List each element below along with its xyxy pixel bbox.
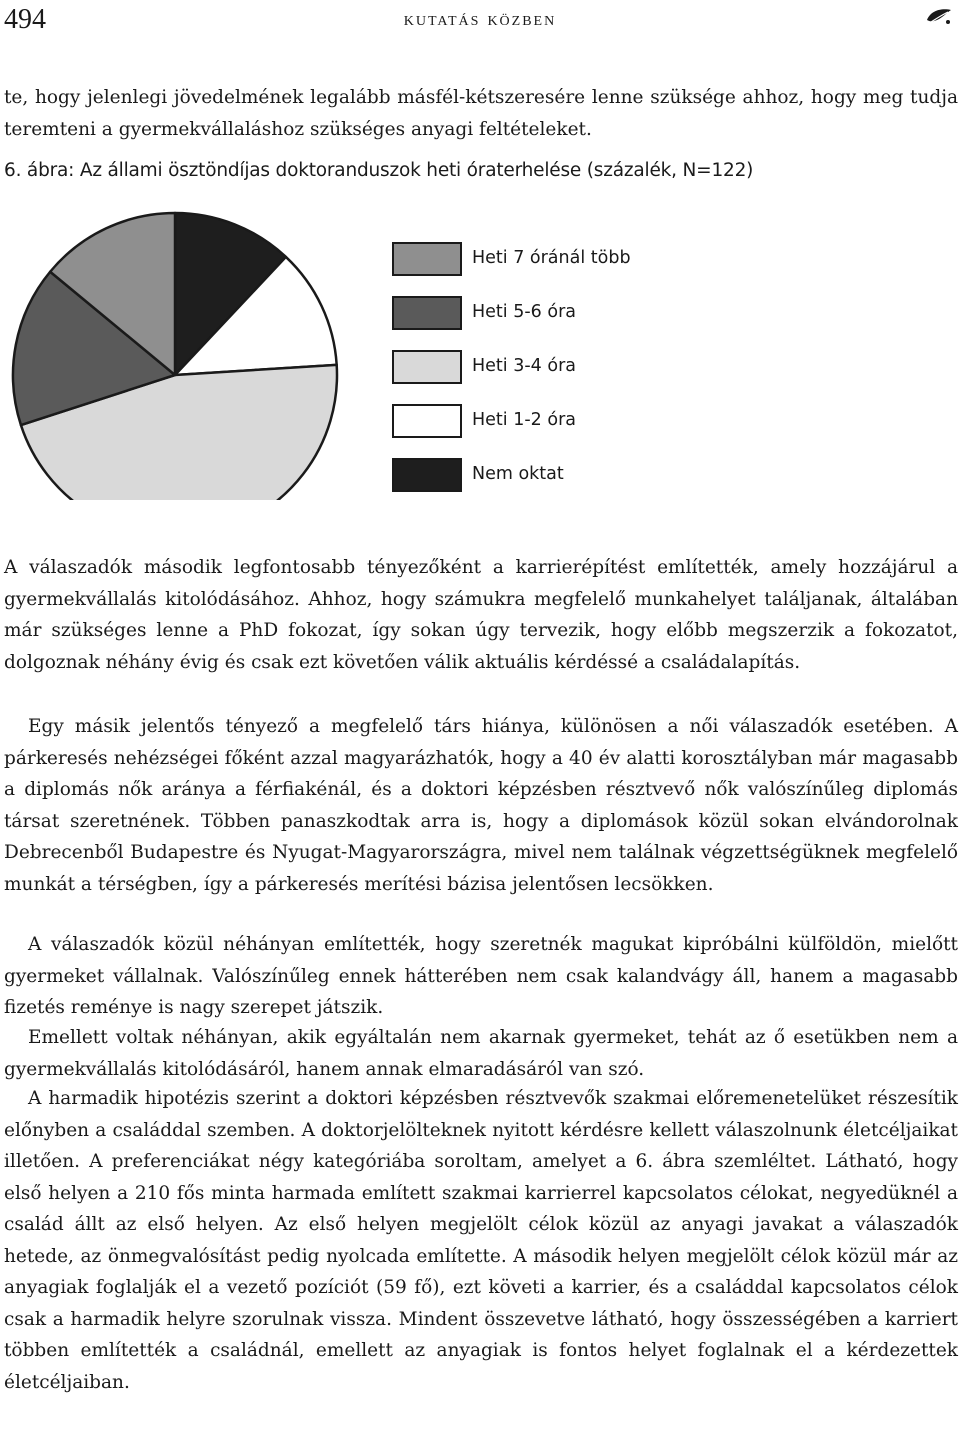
- legend-swatch: [392, 404, 462, 438]
- leaf-ornament-icon: [924, 4, 954, 28]
- page-number: 494: [4, 4, 46, 35]
- legend-item: [392, 404, 712, 444]
- paragraph-abroad: A válaszadók közül néhányan említették, hogy szeretnék magukat kipróbálni külföldön, mielőtt gyermeket vállalnak. Valószínűleg ennek hátterében nem csak kalandvágy áll, hanem a magasabb fizetés reménye is nagy szerepet játszik.: [4, 934, 958, 1018]
- intro-paragraph: te, hogy jelenlegi jövedelmének legalább másfél-kétszeresére lenne szüksége ahhoz, hogy meg tudja teremteni a gyermekvállaláshoz szükséges anyagi feltételeket.: [4, 87, 958, 140]
- legend-label: Heti 1-2 óra: [472, 410, 576, 430]
- legend-item: [392, 242, 712, 282]
- legend-item: [392, 458, 712, 498]
- figure-caption: 6. ábra: Az állami ösztöndíjas doktoranduszok heti óraterhelése (százalék, N=122): [4, 160, 754, 181]
- paragraph-childless: Emellett voltak néhányan, akik egyáltalán nem akarnak gyermeket, tehát az ő esetükben nem a gyermekvállalás kitolódásáról, hanem annak elmaradásáról van szó.: [4, 1027, 958, 1080]
- legend-swatch: [392, 242, 462, 276]
- legend-label: Heti 5-6 óra: [472, 302, 576, 322]
- legend-label: Heti 7 óránál több: [472, 248, 631, 268]
- paragraph-hypothesis: A harmadik hipotézis szerint a doktori képzésben résztvevők szakmai előremenetelüket részesítik előnyben a családdal szemben. A doktorjelölteknek nyitott kérdésre kellett válaszolnunk életcéljaikat illetően. A preferenciákat négy kategóriába soroltam, amelyet a 6. ábra szemléltet. Látható, hogy első helyen a 210 fős minta harmada említett szakmai karrierrel kapcsolatos célokat, negyedüknél a család állt az első helyen. Az első helyen megjelölt célok közül az anyagi javakat a válaszadók hetede, az önmegvalósítást pedig nyolcada említette. A második helyen megjelölt célok közül már az anyagiak foglalják el a vezető pozíciót (59 fő), ezt követi a karrier, és a családdal kapcsolatos célok csak a harmadik helyre szorulnak vissza. Mindent összevetve látható, hogy összességében a karriert többen említették a családnál, emellett az anyagiak is fontos helyet foglalnak el a kérdezettek életcéljaiban.: [4, 1088, 958, 1393]
- pie-chart: [0, 200, 360, 500]
- legend-swatch: [392, 296, 462, 330]
- running-head: kutatás közben: [403, 8, 557, 30]
- paragraph-career: A válaszadók második legfontosabb tényezőként a karrierépítést említették, amely hozzájárul a gyermekvállalás kitolódásához. Ahhoz, hogy számukra megfelelő munkahelyet találjanak, általában már szükséges lenne a PhD fokozat, így sokan úgy tervezik, hogy előbb megszerzik a fokozatot, dolgoznak néhány évig és csak ezt követően válik aktuális kérdéssé a családalapítás.: [4, 557, 958, 673]
- paragraph-partner: Egy másik jelentős tényező a megfelelő társ hiánya, különösen a női válaszadók esetében. A párkeresés nehézségei főként azzal magyarázhatók, hogy a 40 év alatti korosztályban már magasabb a diplomás nők aránya a férfiakénál, és a doktori képzésben résztvevő nők valószínűleg diplomás társat szeretnének. Többen panaszkodtak arra is, hogy a diplomások közül sokan elvándorolnak Debrecenből Budapestre és Nyugat-Magyarországra, mivel nem találnak végzettségüknek megfelelő munkát a térségben, így a párkeresés merítési bázisa jelentősen lecsökken.: [4, 716, 958, 895]
- legend-item: [392, 296, 712, 336]
- legend-swatch: [392, 458, 462, 492]
- legend-item: [392, 350, 712, 390]
- legend-label: Nem oktat: [472, 464, 564, 484]
- legend-label: Heti 3-4 óra: [472, 356, 576, 376]
- legend-swatch: [392, 350, 462, 384]
